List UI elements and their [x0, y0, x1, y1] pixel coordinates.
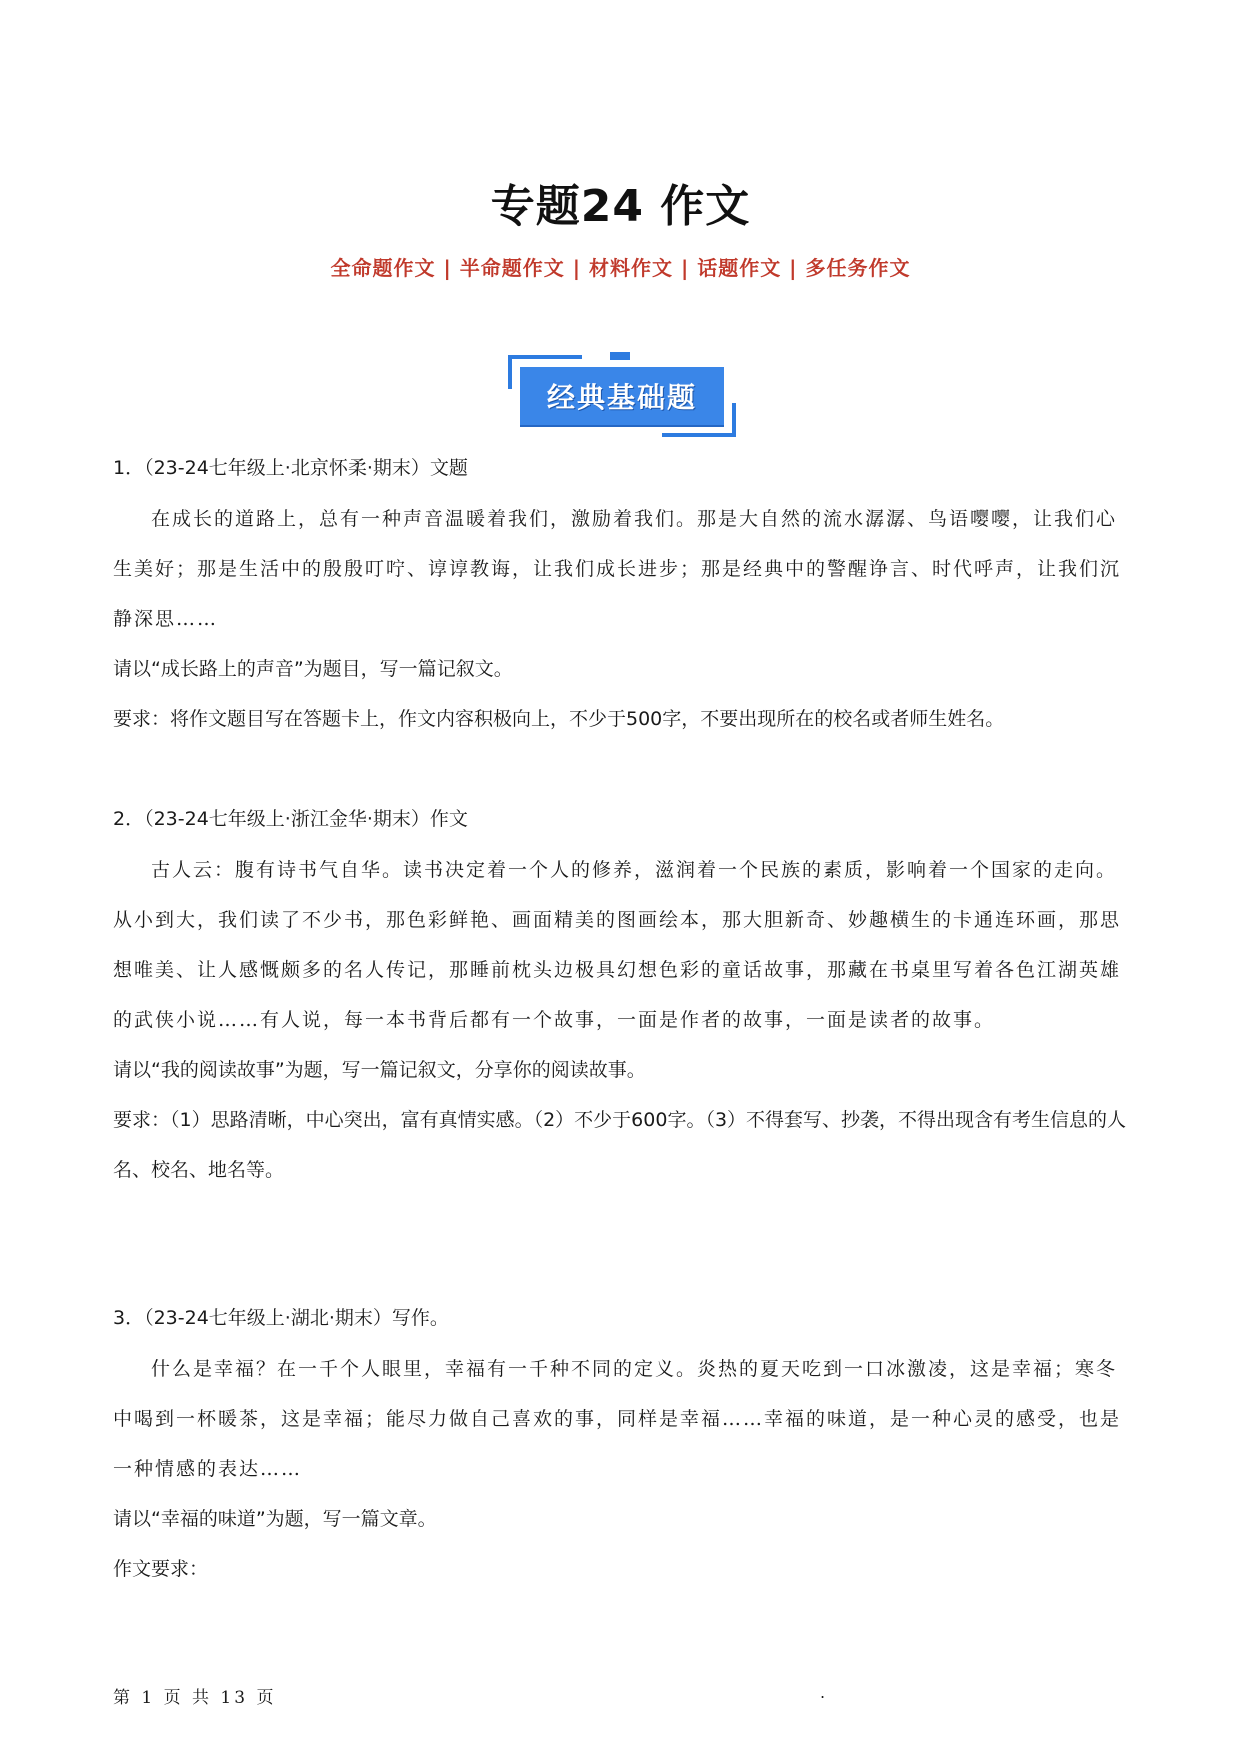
- question-material: 什么是幸福？在一千个人眼里，幸福有一千种不同的定义。炎热的夏天吃到一口冰激凌，这是幸福；寒冬中喝到一杯暖茶，这是幸福；能尽力做自己喜欢的事，同样是幸福……幸福的味道，是一种心灵的感受，也是一种情感的表达……: [113, 1358, 1122, 1480]
- footer-dot: .: [820, 1683, 826, 1702]
- question-material: 在成长的道路上，总有一种声音温暖着我们，激励着我们。那是大自然的流水潺潺、鸟语嘤嘤，让我们心生美好；那是生活中的殷殷叮咛、谆谆教诲，让我们成长进步；那是经典中的警醒诤言、时代呼声，让我们沉静深思……: [113, 508, 1122, 630]
- question-prompt: 请以“幸福的味道”为题，写一篇文章。: [113, 1508, 437, 1530]
- section-badge: [508, 355, 736, 437]
- question-heading: 1．（23-24七年级上·北京怀柔·期末）文题: [113, 457, 468, 479]
- question-requirement: 作文要求：: [113, 1558, 209, 1580]
- page-number: 第 1 页 共 13 页: [113, 1688, 277, 1708]
- question-prompt: 请以“成长路上的声音”为题目，写一篇记叙文。: [113, 658, 513, 680]
- badge-label: 经典基础题: [520, 367, 724, 425]
- question-requirement: 要求：将作文题目写在答题卡上，作文内容积极向上，不少于500字，不要出现所在的校名或者师生姓名。: [113, 708, 1005, 730]
- page-subtitle: 全命题作文 | 半命题作文 | 材料作文 | 话题作文 | 多任务作文: [330, 256, 911, 280]
- question-prompt: 请以“我的阅读故事”为题，写一篇记叙文，分享你的阅读故事。: [113, 1059, 646, 1081]
- question-requirement: 要求：（1）思路清晰，中心突出，富有真情实感。（2）不少于600字。（3）不得套写、抄袭，不得出现含有考生信息的人名、校名、地名等。: [113, 1109, 1127, 1181]
- question-heading: 2．（23-24七年级上·浙江金华·期末）作文: [113, 808, 468, 830]
- question-material: 古人云：腹有诗书气自华。读书决定着一个人的修养，滋润着一个民族的素质，影响着一个国家的走向。从小到大，我们读了不少书，那色彩鲜艳、画面精美的图画绘本，那大胆新奇、妙趣横生的卡通连环画，那思想唯美、让人感慨颇多的名人传记，那睡前枕头边极具幻想色彩的童话故事，那藏在书桌里写着各色江湖英雄的武侠小说……有人说，每一本书背后都有一个故事，一面是作者的故事，一面是读者的故事。: [113, 859, 1122, 1031]
- page-title: 专题24 作文: [490, 181, 751, 232]
- question-1: [113, 448, 1133, 744]
- question-2: [113, 799, 1133, 1195]
- badge-accent-bar: [610, 352, 630, 360]
- question-heading: 3．（23-24七年级上·湖北·期末）写作。: [113, 1307, 449, 1329]
- question-3: [113, 1298, 1133, 1594]
